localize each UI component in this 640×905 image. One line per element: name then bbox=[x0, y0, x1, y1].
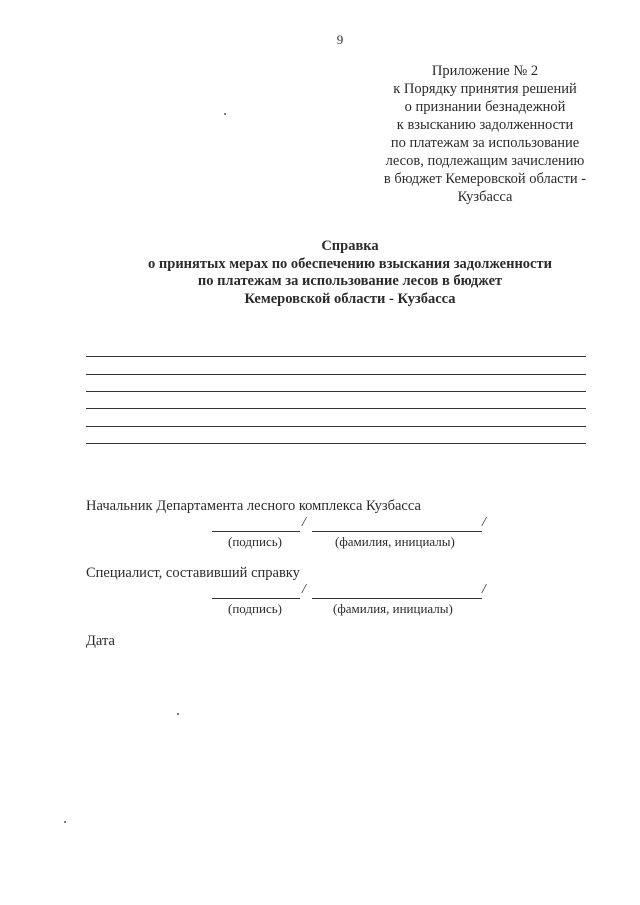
slash-separator: / bbox=[302, 582, 306, 597]
name-caption: (фамилия, инициалы) bbox=[333, 601, 453, 616]
title-line: о принятых мерах по обеспечению взыскания задолженности bbox=[148, 255, 552, 272]
signature-line bbox=[212, 531, 300, 532]
slash-separator: / bbox=[302, 515, 306, 530]
title-line: Кемеровской области - Кузбасса bbox=[244, 290, 456, 307]
name-caption: (фамилия, инициалы) bbox=[335, 534, 455, 549]
document-title bbox=[60, 238, 640, 308]
appendix-line: к взысканию задолженности bbox=[396, 117, 574, 133]
title-line: по платежам за использование лесов в бюджет bbox=[197, 273, 503, 289]
fill-in-line bbox=[86, 426, 586, 427]
appendix-line: Приложение № 2 bbox=[431, 63, 539, 79]
scan-speck bbox=[177, 713, 179, 715]
slash-separator: / bbox=[482, 582, 486, 597]
title-heading: Справка bbox=[321, 238, 379, 254]
fill-in-line bbox=[86, 391, 586, 392]
signature-caption: (подпись) bbox=[228, 601, 282, 616]
appendix-block bbox=[360, 62, 610, 206]
appendix-line: в бюджет Кемеровской области - bbox=[383, 171, 587, 187]
appendix-line: о признании безнадежной bbox=[404, 99, 566, 115]
fill-in-line bbox=[86, 374, 586, 375]
slash-separator: / bbox=[482, 515, 486, 530]
scan-speck bbox=[64, 821, 66, 823]
appendix-line: к Порядку принятия решений bbox=[393, 81, 577, 97]
appendix-line: по платежам за использование bbox=[390, 135, 580, 151]
fill-in-line bbox=[86, 356, 586, 357]
fill-in-line bbox=[86, 408, 586, 409]
date-label: Дата bbox=[86, 633, 115, 649]
fill-in-line bbox=[86, 443, 586, 444]
signatory-role: Начальник Департамента лесного комплекса Кузбасса bbox=[86, 498, 421, 514]
signatory-role: Специалист, составивший справку bbox=[86, 565, 300, 581]
signature-caption: (подпись) bbox=[228, 534, 282, 549]
name-line bbox=[312, 531, 482, 532]
appendix-line: Кузбасса bbox=[457, 189, 513, 205]
scan-speck bbox=[224, 113, 226, 115]
name-line bbox=[312, 598, 482, 599]
appendix-line: лесов, подлежащим зачислению bbox=[385, 153, 585, 169]
signature-line bbox=[212, 598, 300, 599]
page-number: 9 bbox=[336, 32, 344, 47]
